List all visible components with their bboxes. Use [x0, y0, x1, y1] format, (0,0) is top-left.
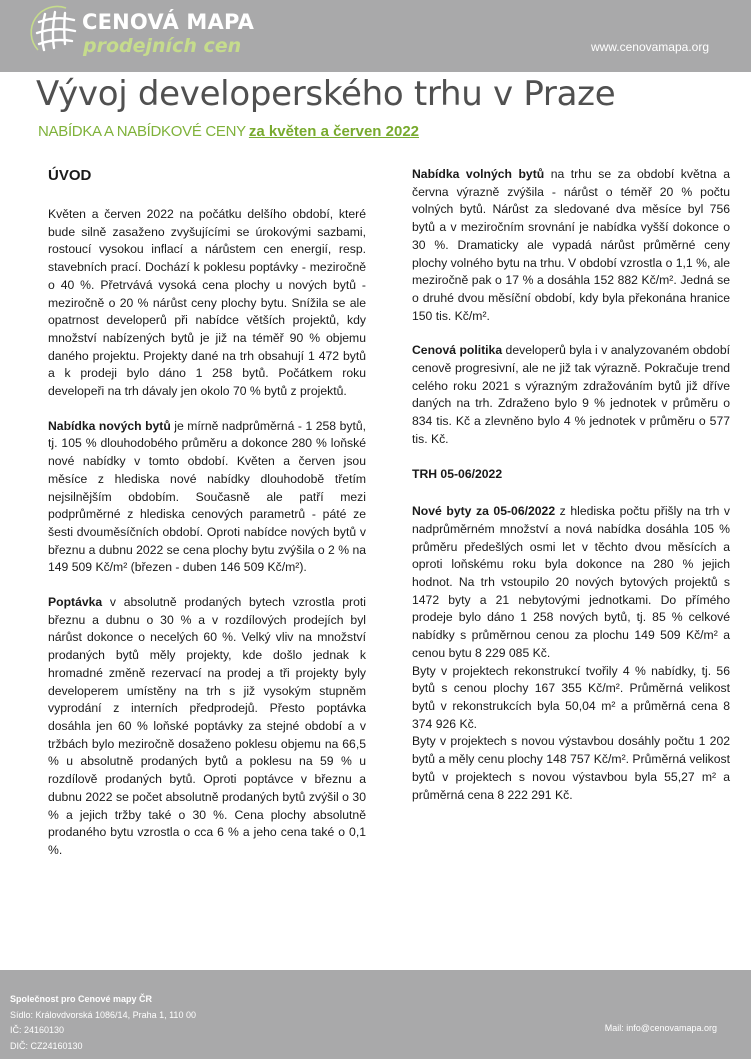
reconstruction-paragraph: Byty v projektech rekonstrukcí tvořily 4 % nabídky, tj. 56 bytů s cenou plochy 167 355 Kč/m². Průměrná velikost bytů v rekonstrukcích byla 50,04 m² a průměrná cena 8 374 926 Kč. [412, 663, 730, 731]
company-name: Společnost pro Cenové mapy ČR [10, 994, 153, 1004]
page-header [0, 0, 751, 72]
free-offer-lead: Nabídka volných bytů [412, 167, 545, 181]
company-address: Sídlo: Královdvorská 1086/14, Praha 1, 110 00 [10, 1009, 196, 1020]
page-footer [0, 970, 751, 1059]
section-heading-intro: ÚVOD [48, 167, 92, 184]
contact-mail-link[interactable]: Mail: info@cenovamapa.org [604, 1023, 717, 1033]
website-link[interactable]: www.cenovamapa.org [590, 40, 709, 54]
free-offer-text: na trhu se za období května a června výrazně zvýšila - nárůst o téměř 20 % počtu volných bytů. Nárůst za sledované dva měsíce byl 756 bytů a v meziročním srovnání je nabídka vyšší dokonce o 30 %. Dramaticky ale vypadá nárůst průměrné ceny plochy volného bytu na trhu. V období vzrostla o 1,1 %, ale meziročně pak o 17 % a dosáhla 152 882 Kč/m². Jedná se o druhé dvou měsíční období, kdy byla překonána hranice 150 tis. Kč/m². [412, 167, 730, 323]
page-title: Vývoj developerského trhu v Praze [36, 74, 616, 114]
company-info [10, 992, 196, 1054]
globe-grid-icon [28, 4, 80, 56]
subtitle-text: NABÍDKA A NABÍDKOVÉ CENY [38, 123, 246, 140]
price-policy-paragraph [412, 342, 730, 448]
logo[interactable] [28, 4, 268, 62]
new-offer-paragraph [48, 418, 366, 577]
page-subtitle [38, 123, 419, 140]
new-flats-text: z hlediska počtu přišly na trh v nadprůměrném množství a nová nabídka dosáhla 105 % průměru předešlých osmi let v těchto dvou měsících a oproti loňskému roku byla dokonce na 280 % jejich hodnot. Na trh vstoupilo 20 nových bytových projektů s 1472 byty a 21 nebytovými jednotkami. Do přímého prodeje bylo dáno 1 258 nových bytů, tj. 85 % celkové nabídky s průměrnou cenou za plochu 149 509 Kč/m² a cenou bytu 8 229 085 Kč. [412, 504, 731, 660]
demand-paragraph [48, 594, 366, 860]
logo-subtitle: prodejních cen [83, 35, 242, 57]
right-column [412, 166, 730, 804]
new-flats-paragraph [412, 503, 730, 662]
price-policy-lead: Cenová politika [412, 343, 503, 358]
free-offer-paragraph [412, 166, 730, 325]
intro-paragraph: Květen a červen 2022 na počátku delšího období, které bude silně zasaženo zvyšujícími se úrokovými sazbami, rostoucí vysokou inflací a nárůstem cen energií, resp. stavebních prací. Dochází k poklesu poptávky - meziročně o 40 %. Přetrvává vysoká cena plochy u nových bytů - meziročně o 20 % nárůst ceny plochy bytu. Snížila se ale opatrnost developerů při nabídce větších projektů, kdy množství nabízených bytů je již na téměř 90 % objemu daného projektu. Projekty dané na trh obsahují 1 472 bytů a k prodeji bylo dáno 1 258 bytů. Počátkem roku developeři na trh dávaly jen okolo 70 % bytů z projektů. [48, 207, 366, 399]
demand-text: v absolutně prodaných bytech vzrostla proti březnu a dubnu o 30 % a v rozdílových prodejích byl nárůst dokonce o necelých 60 %. Velký vliv na množství prodaných bytů měly projekty, kde došlo jednak k hromadné změně rezervací na prodej a tři projekty byly developerem umístěny na trh s již vysokým stupněm vyprodání z interních předprodejů. Přesto poptávka dosáhla jen 60 % loňské poptávky za stejné období a v tržbách bylo meziročně dosaženo poklesu objemu na 66,5 % u absolutně prodaných bytů a poklesu na 59 % u rozdílově prodaných bytů. Oproti poptávce v březnu a dubnu 2022 se počet absolutně prodaných bytů zvýšil o 30 % a jejich tržby také o 30 %. Cena plochy absolutně prodaného bytu vzrostla o cca 6 % a jeho cena také o 0,1 %. [48, 595, 366, 857]
logo-title: CENOVÁ MAPA [82, 10, 255, 34]
price-policy-text: developerů byla i v analyzovaném období cenově progresivní, ale ne již tak výrazně. Pokračuje trend celého roku 2021 s výrazným zdražováním bytů již dříve daných na trh. Zdraženo bylo 9 % jednotek v průměru o 834 tis. Kč a zlevněno bylo 4 % jednotek v průměru o 577 tis. Kč. [412, 343, 730, 446]
new-construction-paragraph: Byty v projektech s novou výstavbou dosáhly počtu 1 202 bytů a měly cenu plochy 148 757 Kč/m². Průměrná velikost bytů v projektech s novou výstavbou byla 55,27 m² a průměrná cena 8 222 291 Kč. [412, 734, 730, 802]
demand-lead: Poptávka [48, 595, 103, 610]
section-heading-market: TRH 05-06/2022 [412, 466, 503, 481]
company-ico: IČ: 24160130 [10, 1025, 65, 1035]
new-offer-text: je mírně nadprůměrná - 1 258 bytů, tj. 105 % dlouhodobého průměru a dokonce 280 % loňské nové nabídky v tomto období. Květen a červen jsou měsíce z hlediska nové nabídky dlouhodobě třetím nejsilnějším obdobím. Současně ale patří mezi podprůměrné z hlediska cenových parametrů - páté ze šesti dvouměsíčních období. Oproti nabídce nových bytů v březnu a dubnu 2022 se cena plochy bytu zvýšila o 2 % na 149 509 Kč/m² (březen - duben 146 509 Kč/m²). [48, 418, 366, 575]
new-offer-lead: Nabídka nových bytů [48, 418, 171, 433]
left-column [48, 166, 366, 877]
report-period: za květen a červen 2022 [248, 123, 420, 140]
company-dic: DIČ: CZ24160130 [10, 1040, 83, 1051]
new-flats-lead: Nové byty za 05-06/2022 [412, 504, 556, 519]
